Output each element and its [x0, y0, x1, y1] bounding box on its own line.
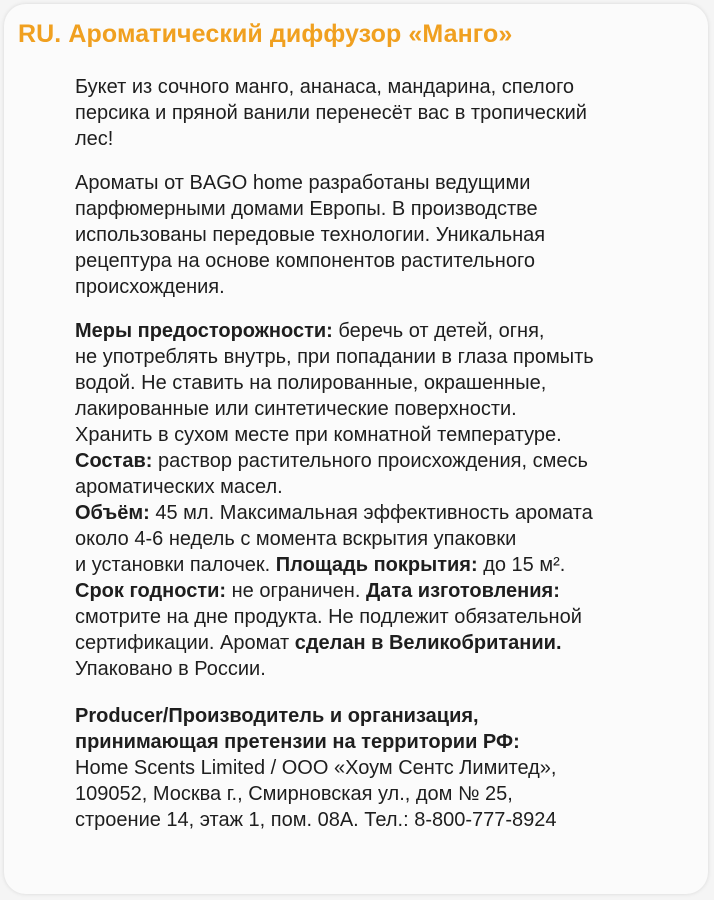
coverage-value: до 15 м².	[477, 554, 566, 576]
volume-text: около 4-6 недель с момента вскрытия упаковки	[75, 528, 517, 550]
shelf-life-value: не ограничен.	[226, 580, 366, 602]
producer-address-line: строение 14, этаж 1, пом. 08А. Тел.: 8-800-777-8924	[75, 809, 557, 831]
manufacture-date-text: смотрите на дне продукта. Не подлежит обязательной	[75, 606, 582, 628]
manufacture-date-label: Дата изготовления:	[365, 580, 560, 602]
about-line: происхождения.	[75, 276, 225, 298]
intro-line: персика и пряной ванили перенесёт вас в тропический	[75, 102, 587, 124]
producer-label: Producer/Производитель и организация,	[75, 705, 479, 727]
details-paragraph	[75, 318, 675, 682]
about-line: парфюмерными домами Европы. В производстве	[75, 198, 538, 220]
made-in-label: сделан в Великобритании.	[294, 632, 562, 654]
composition-text: раствор растительного происхождения, смесь	[152, 450, 588, 472]
producer-address-line: Home Scents Limited / ООО «Хоум Сентс Лимитед»,	[75, 757, 557, 779]
shelf-life-label: Срок годности:	[75, 580, 227, 602]
about-paragraph	[75, 170, 675, 300]
producer-address-line: 109052, Москва г., Смирновская ул., дом № 25,	[75, 783, 513, 805]
precautions-text: беречь от детей, огня,	[332, 320, 545, 342]
certification-text: сертификации. Аромат	[75, 632, 295, 654]
label-body	[75, 74, 675, 833]
precautions-label: Меры предосторожности:	[75, 320, 333, 342]
composition-text: ароматических масел.	[75, 476, 283, 498]
producer-label: принимающая претензии на территории РФ:	[75, 731, 520, 753]
precautions-text: не употреблять внутрь, при попадании в глаза промыть	[75, 346, 594, 368]
intro-line: Букет из сочного манго, ананаса, мандарина, спелого	[75, 76, 575, 98]
precautions-text: лакированные или синтетические поверхности.	[75, 398, 517, 420]
intro-line: лес!	[75, 128, 114, 150]
coverage-label: Площадь покрытия:	[275, 554, 478, 576]
label-card	[4, 4, 708, 894]
packed-in-text: Упаковано в России.	[75, 658, 266, 680]
volume-label: Объём:	[75, 502, 150, 524]
precautions-text: водой. Не ставить на полированные, окрашенные,	[75, 372, 547, 394]
about-line: рецептура на основе компонентов растительного	[75, 250, 535, 272]
precautions-text: Хранить в сухом месте при комнатной температуре.	[75, 424, 562, 446]
page-title: RU. Ароматический диффузор «Манго»	[18, 20, 513, 48]
producer-paragraph	[75, 703, 675, 833]
volume-text: и установки палочек.	[75, 554, 276, 576]
volume-text: 45 мл. Максимальная эффективность аромата	[149, 502, 593, 524]
about-line: Ароматы от BAGO home разработаны ведущими	[75, 172, 531, 194]
about-line: использованы передовые технологии. Уникальная	[75, 224, 546, 246]
intro-paragraph	[75, 74, 675, 152]
composition-label: Состав:	[75, 450, 153, 472]
